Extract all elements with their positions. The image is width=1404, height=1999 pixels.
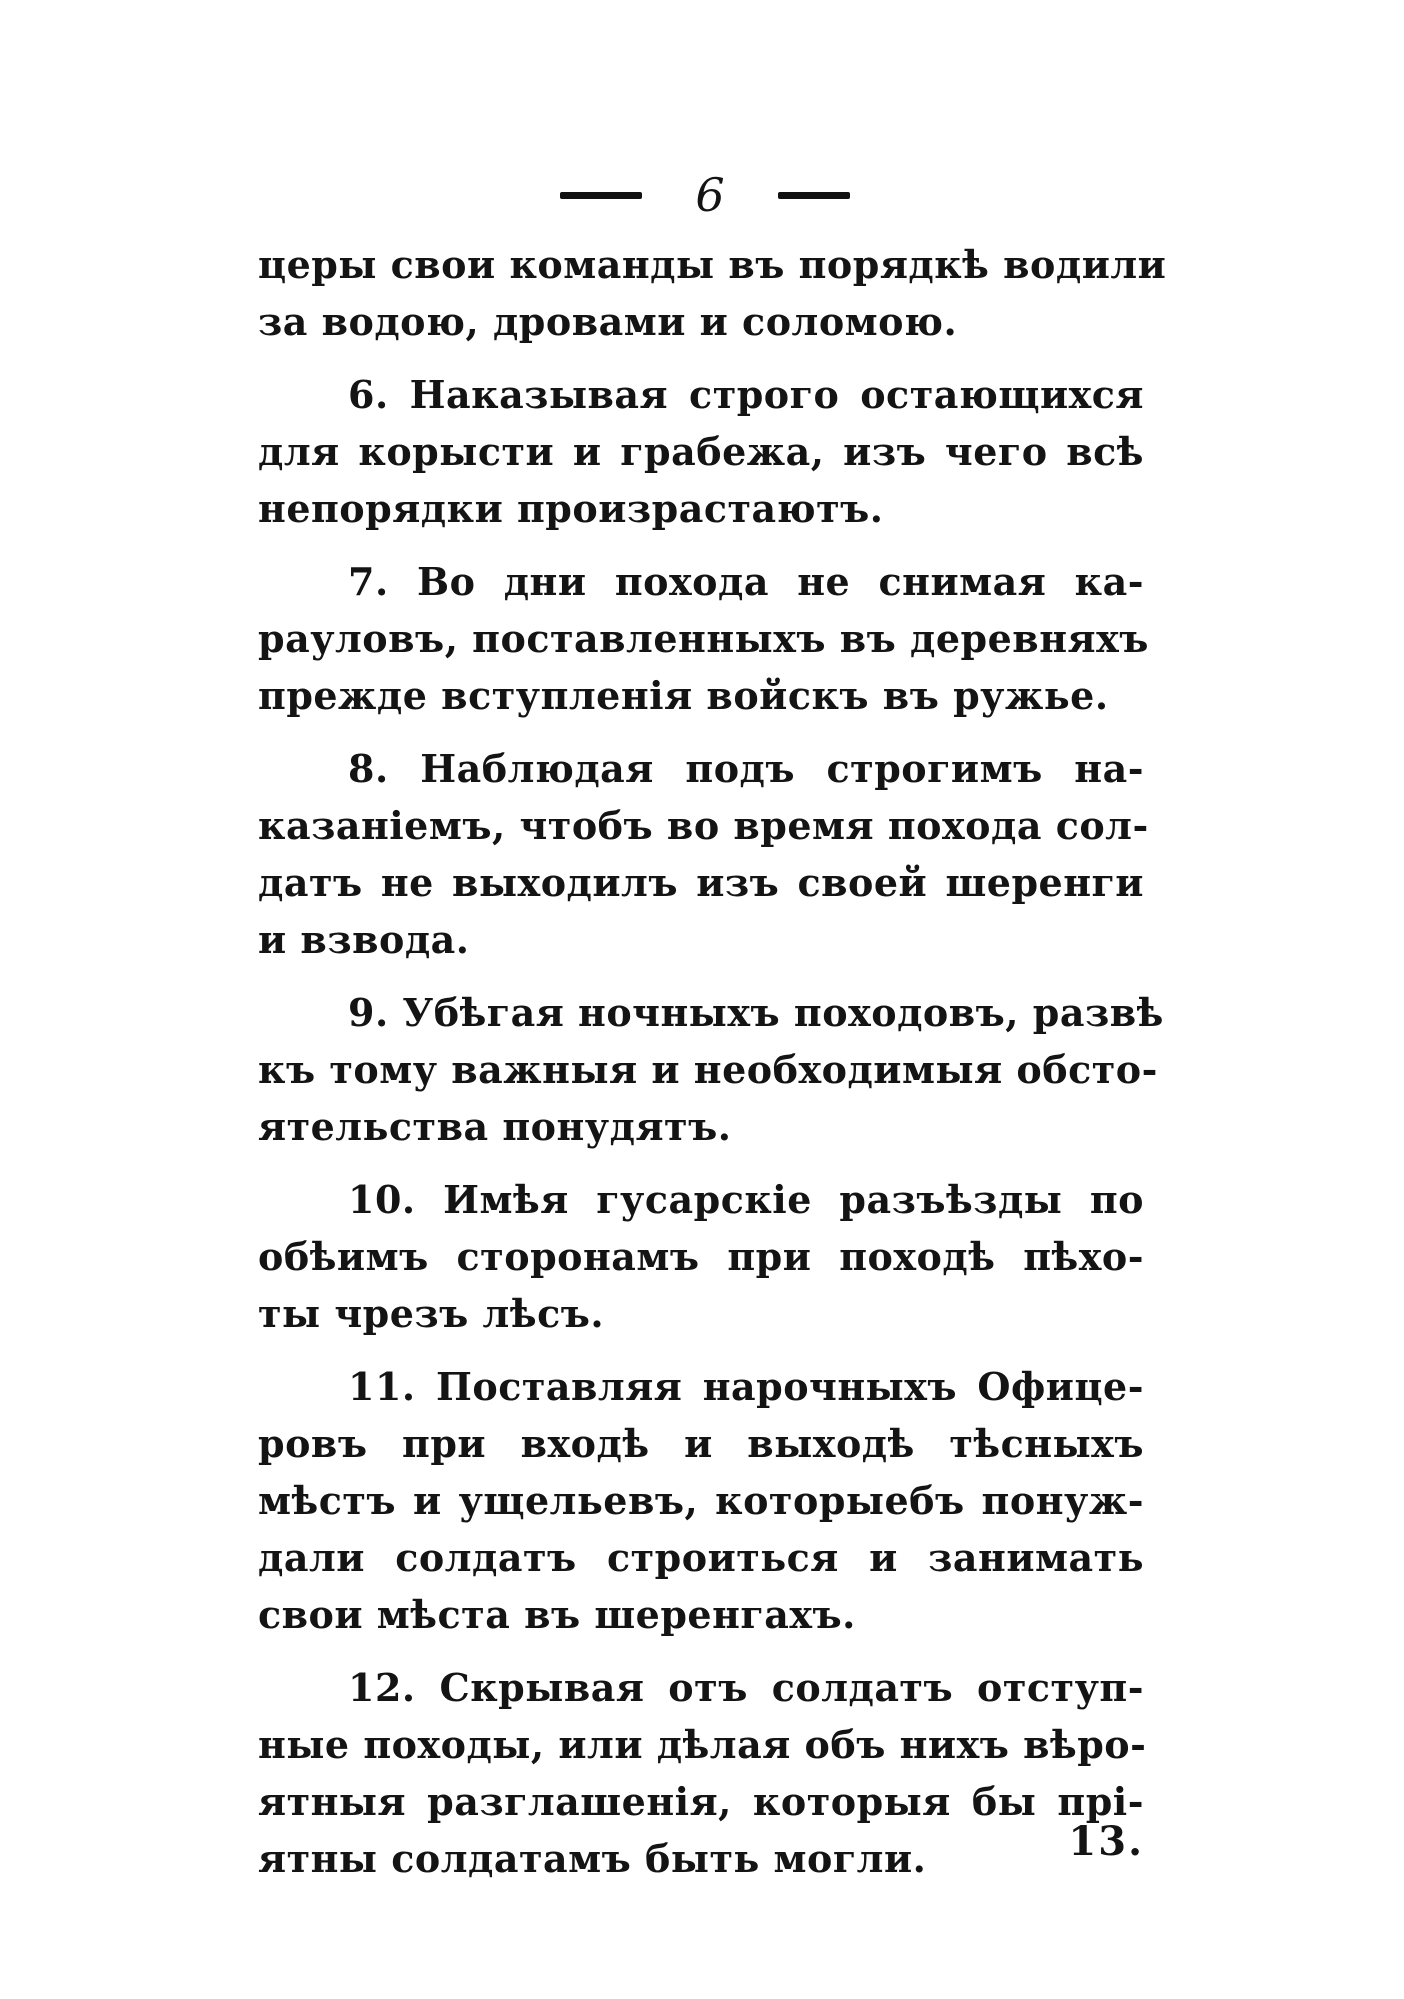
paragraph-item-10 xyxy=(258,1171,1144,1342)
text-line: къ тому важныя и необходимыя обсто- xyxy=(258,1047,1158,1092)
text-line: обѣимъ сторонамъ при походѣ пѣхо- xyxy=(258,1234,1144,1279)
page-number: 6 xyxy=(695,168,725,222)
header-dash-right xyxy=(778,192,850,199)
text-line: ровъ при входѣ и выходѣ тѣсныхъ xyxy=(258,1421,1144,1466)
text-line: ты чрезъ лѣсъ. xyxy=(258,1291,605,1336)
paragraph-item-11 xyxy=(258,1358,1144,1643)
paragraph-item-8 xyxy=(258,740,1149,968)
text-line: ные походы, или дѣлая объ нихъ вѣро- xyxy=(258,1722,1147,1767)
text-line: 11. Поставляя нарочныхъ Офице- xyxy=(348,1364,1144,1409)
text-line: мѣстъ и ущельевъ, которыебъ понуж- xyxy=(258,1478,1144,1523)
text-line: и взвода. xyxy=(258,917,470,962)
body-text xyxy=(258,236,1167,1887)
text-line: казаніемъ, чтобъ во время похода сол- xyxy=(258,803,1149,848)
text-line: непорядки произрастаютъ. xyxy=(258,486,884,531)
paragraph-continuation xyxy=(258,236,1167,350)
text-line: 12. Скрывая отъ солдатъ отступ- xyxy=(348,1665,1144,1710)
text-line: рауловъ, поставленныхъ въ деревняхъ xyxy=(258,616,1149,661)
text-line: дали солдатъ строиться и занимать xyxy=(258,1535,1144,1580)
text-line: для корысти и грабежа, изъ чего всѣ xyxy=(258,429,1144,474)
text-line: ятельства понудятъ. xyxy=(258,1104,732,1149)
text-line: 8. Наблюдая подъ строгимъ на- xyxy=(348,746,1144,791)
text-line: 10. Имѣя гусарскіе разъѣзды по xyxy=(348,1177,1144,1222)
text-line: за водою, дровами и соломою. xyxy=(258,299,958,344)
text-line: свои мѣста въ шеренгахъ. xyxy=(258,1592,856,1637)
text-line: 6. Наказывая строго остающихся xyxy=(348,372,1144,417)
text-line: церы свои команды въ порядкѣ водили xyxy=(258,242,1167,287)
text-line: ятныя разглашенія, которыя бы прі- xyxy=(258,1779,1144,1824)
text-line: ятны солдатамъ быть могли. xyxy=(258,1836,927,1881)
text-line: 7. Во дни похода не снимая ка- xyxy=(348,559,1144,604)
paragraph-item-7 xyxy=(258,553,1149,724)
signature-mark: 13. xyxy=(1068,1818,1144,1865)
text-line: прежде вступленія войскъ въ ружье. xyxy=(258,673,1109,718)
header-dash-left xyxy=(560,192,642,199)
paragraph-item-6 xyxy=(258,366,1144,537)
text-line: 9. Убѣгая ночныхъ походовъ, развѣ xyxy=(348,990,1164,1035)
paragraph-item-9 xyxy=(258,984,1164,1155)
page-header xyxy=(560,160,850,230)
paragraph-item-12 xyxy=(258,1659,1147,1887)
text-line: датъ не выходилъ изъ своей шеренги xyxy=(258,860,1144,905)
